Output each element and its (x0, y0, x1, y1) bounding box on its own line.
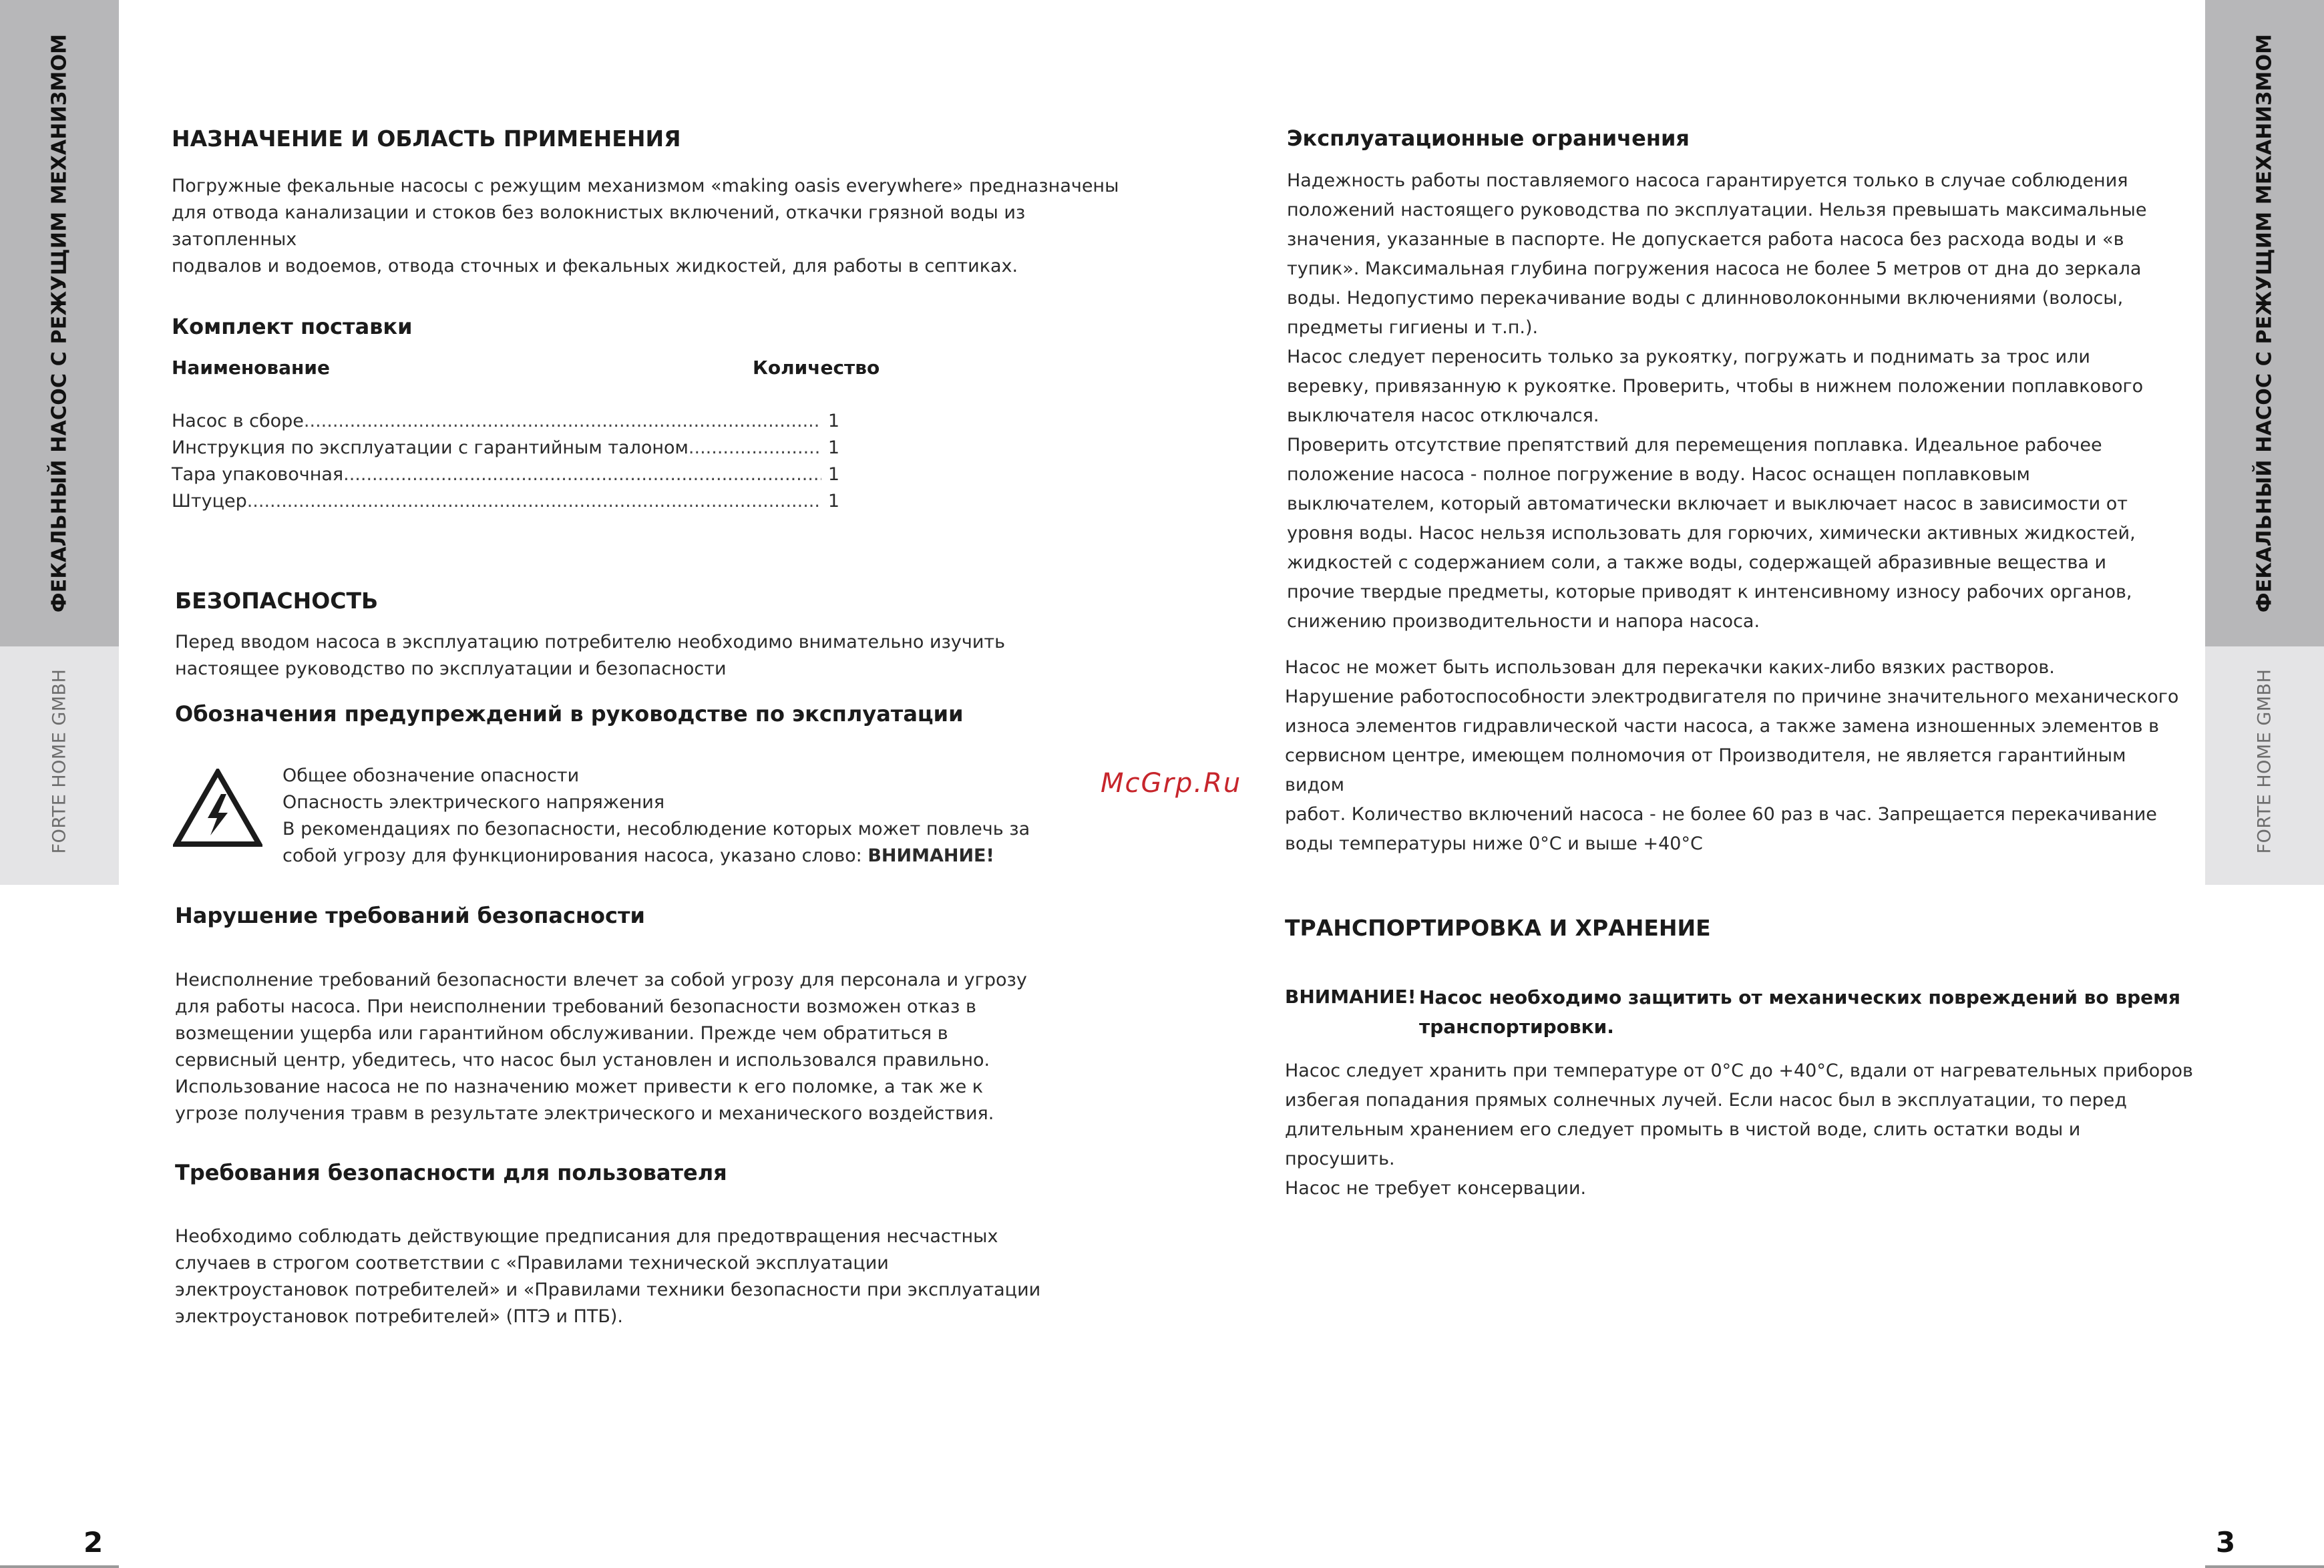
transport-text (1285, 1056, 2193, 1203)
transport-warning-label: ВНИМАНИЕ! (1285, 986, 1416, 1008)
transport-heading: ТРАНСПОРТИРОВКА И ХРАНЕНИЕ (1285, 915, 1711, 941)
limits-text-2 (1285, 653, 2180, 859)
text-line: воды. Недопустимо перекачивание воды с длинноволоконными включениями (волосы, (1287, 288, 2124, 309)
text-line: Погружные фекальные насосы с режущим механизмом «making oasis everywhere» предназначены (172, 176, 1119, 196)
text-line: Насос не требует консервации. (1285, 1178, 1587, 1199)
kit-item-qty: 1 (827, 411, 839, 431)
text-line: прочие твердые предметы, которые приводят к интенсивному износу рабочих органов, (1287, 582, 2132, 602)
sidebar-brand-band (0, 646, 119, 885)
electric-hazard-icon (173, 769, 262, 847)
safety-text (175, 629, 1043, 682)
text-line: износа элементов гидравлической части насоса, а также замена изношенных элементов в (1285, 716, 2160, 737)
text-line: Использование насоса не по назначению может привести к его поломке, а так же к (175, 1076, 984, 1097)
watermark: McGrp.Ru (1101, 768, 1242, 799)
violation-text (175, 967, 1043, 1127)
kit-row (172, 461, 839, 488)
user-requirements-text (175, 1223, 1077, 1330)
kit-item-name: Инструкция по эксплуатации с гарантийным талоном (172, 437, 689, 458)
text-line (282, 843, 1124, 869)
kit-item-qty: 1 (827, 491, 839, 512)
text-line: снижению производительности и напора насоса. (1287, 611, 1760, 632)
text-line: Надежность работы поставляемого насоса гарантируется только в случае соблюдения (1287, 170, 2128, 191)
safety-heading: БЕЗОПАСНОСТЬ (175, 588, 379, 614)
sidebar-brand: FORTE HOME GMBH (49, 668, 70, 854)
limits-text (1287, 166, 2175, 636)
warnings-text (282, 763, 1124, 869)
sidebar-title: ФЕКАЛЬНЫЙ НАСОС С РЕЖУЩИМ МЕХАНИЗМОМ (2253, 33, 2277, 613)
text-line: Насос следует переносить только за рукоятку, погружать и поднимать за трос или (1287, 347, 2090, 367)
leader-dots (304, 408, 821, 435)
text-line: жидкостей с содержанием соли, а также воды, содержащей абразивные вещества и (1287, 552, 2107, 573)
kit-item-qty: 1 (827, 437, 839, 458)
text-line: Неисполнение требований безопасности влечет за собой угрозу для персонала и угрозу (175, 970, 1027, 990)
text-line: длительным хранением его следует промыть в чистой воде, слить остатки воды и просушить. (1285, 1119, 2081, 1169)
text-line: Нарушение работоспособности электродвигателя по причине значительного механического (1285, 687, 2179, 707)
warnings-heading: Обозначения предупреждений в руководстве по эксплуатации (175, 701, 964, 727)
text-line: избегая попадания прямых солнечных лучей. Если насос был в эксплуатации, то перед (1285, 1090, 2127, 1111)
leader-dots (689, 435, 821, 461)
text-line: Проверить отсутствие препятствий для перемещения поплавка. Идеальное рабочее (1287, 435, 2102, 455)
text-line: сервисном центре, имеющем полномочия от Производителя, не является гарантийным видом (1285, 745, 2126, 795)
text-line: Необходимо соблюдать действующие предписания для предотвращения несчастных (175, 1226, 998, 1247)
leader-dots (343, 461, 821, 488)
warning-emphasis: ВНИМАНИЕ! (867, 845, 994, 866)
text-line: подвалов и водоемов, отвода сточных и фекальных жидкостей, для работы в септиках. (172, 256, 1018, 276)
sidebar-title-band (2205, 0, 2324, 646)
text-line: Опасность электрического напряжения (282, 792, 665, 813)
page-footer-line-right (2205, 1565, 2324, 1568)
text-line: для работы насоса. При неисполнении требований безопасности возможен отказ в (175, 996, 976, 1017)
text-line: возмещении ущерба или гарантийном обслуживании. Прежде чем обратиться в (175, 1023, 948, 1044)
sidebar-brand-band (2205, 646, 2324, 885)
text-line: тупик». Максимальная глубина погружения насоса не более 5 метров от дна до зеркала (1287, 258, 2142, 279)
text-line: В рекомендациях по безопасности, несоблюдение которых может повлечь за (282, 819, 1030, 839)
page-number-left: 2 (83, 1526, 104, 1559)
text-line: для отвода канализации и стоков без волокнистых включений, откачки грязной воды из затопленных (172, 202, 1026, 250)
sidebar-title-band (0, 0, 119, 646)
warning-last-line: собой угрозу для функционирования насоса, указано слово: (282, 845, 862, 866)
kit-heading: Комплект поставки (172, 314, 413, 339)
purpose-text (172, 173, 1140, 280)
text-line: случаев в строгом соответствии с «Правилами технической эксплуатации (175, 1253, 889, 1273)
text-line: уровня воды. Насос нельзя использовать для горючих, химически активных жидкостей, (1287, 523, 2136, 544)
text-line: Насос необходимо защитить от механических повреждений во время (1419, 986, 2181, 1008)
text-line: воды температуры ниже 0°С и выше +40°С (1285, 833, 1703, 854)
violation-heading: Нарушение требований безопасности (175, 903, 645, 928)
kit-item-name: Штуцер (172, 491, 247, 512)
text-line: работ. Количество включений насоса - не более 60 раз в час. Запрещается перекачивание (1285, 804, 2157, 825)
text-line: положение насоса - полное погружение в воду. Насос оснащен поплавковым (1287, 464, 2030, 485)
text-line: настоящее руководство по эксплуатации и безопасности (175, 658, 727, 679)
text-line: Общее обозначение опасности (282, 765, 580, 786)
right-sidebar (2205, 0, 2324, 885)
kit-row (172, 488, 839, 515)
text-line: Насос не может быть использован для перекачки каких-либо вязких растворов. (1285, 657, 2055, 678)
text-line: электроустановок потребителей» и «Правилами техники безопасности при эксплуатации (175, 1280, 1041, 1300)
text-line: веревку, привязанную к рукоятке. Проверить, чтобы в нижнем положении поплавкового (1287, 376, 2144, 397)
kit-item-qty: 1 (827, 464, 839, 485)
sidebar-title: ФЕКАЛЬНЫЙ НАСОС С РЕЖУЩИМ МЕХАНИЗМОМ (47, 33, 71, 613)
text-line: Насос следует хранить при температуре от 0°С до +40°С, вдали от нагревательных приборов (1285, 1060, 2193, 1081)
user-requirements-heading: Требования безопасности для пользователя (175, 1160, 727, 1185)
leader-dots (247, 488, 821, 515)
page-footer-line-left (0, 1565, 119, 1568)
text-line: угрозе получения травм в результате электрического и механического воздействия. (175, 1103, 994, 1124)
text-line: предметы гигиены и т.п.). (1287, 317, 1539, 338)
kit-col-name: Наименование (172, 357, 330, 379)
transport-warning-text (1419, 983, 2187, 1042)
left-sidebar (0, 0, 119, 885)
text-line: выключателя насос отключался. (1287, 405, 1599, 426)
purpose-heading: НАЗНАЧЕНИЕ И ОБЛАСТЬ ПРИМЕНЕНИЯ (172, 126, 681, 152)
kit-row (172, 408, 839, 435)
text-line: сервисный центр, убедитесь, что насос был установлен и использовался правильно. (175, 1050, 990, 1070)
text-line: значения, указанные в паспорте. Не допускается работа насоса без расхода воды и «в (1287, 229, 2124, 250)
sidebar-brand: FORTE HOME GMBH (2254, 668, 2275, 854)
kit-item-name: Тара упаковочная (172, 464, 344, 485)
kit-item-name: Насос в сборе (172, 411, 304, 431)
text-line: транспортировки. (1419, 1016, 1614, 1038)
kit-col-qty: Количество (753, 357, 880, 379)
text-line: электроустановок потребителей» (ПТЭ и ПТБ). (175, 1306, 624, 1327)
page-number-right: 3 (2216, 1526, 2236, 1559)
text-line: положений настоящего руководства по эксплуатации. Нельзя превышать максимальные (1287, 200, 2147, 220)
limits-heading: Эксплуатационные ограничения (1287, 126, 1690, 151)
text-line: Перед вводом насоса в эксплуатацию потребителю необходимо внимательно изучить (175, 632, 1006, 652)
kit-row (172, 435, 839, 461)
text-line: выключателем, который автоматически включает и выключает насос в зависимости от (1287, 494, 2128, 514)
